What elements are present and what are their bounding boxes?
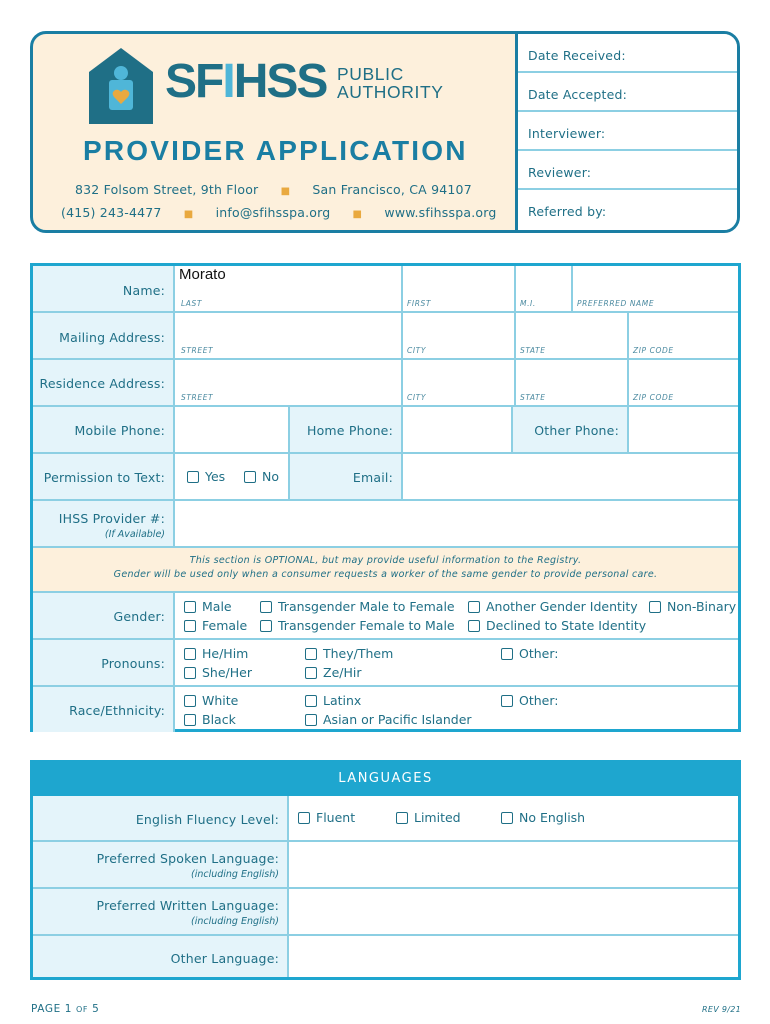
date-received-field[interactable]: Date Received: [518,34,737,73]
city-caption: CITY [407,346,427,355]
gender-label: Gender: [113,609,165,624]
race-black-checkbox[interactable]: Black [184,712,236,727]
residence-street-input[interactable] [175,360,403,405]
text-yes-checkbox[interactable]: Yes [187,469,225,484]
provider-number-row [33,501,738,548]
logo-wordmark: SFIHSS [165,55,327,108]
fluency-row [33,796,738,842]
email-input[interactable] [403,454,738,499]
revision-label: REV 9/21 [702,1005,741,1014]
mailing-address-label: Mailing Address: [59,330,165,345]
separator-icon: ■ [352,209,363,220]
referred-by-field[interactable]: Referred by: [528,204,607,219]
interviewer-field[interactable]: Interviewer: [518,112,737,151]
zip-caption: ZIP CODE [633,393,674,402]
race-latinx-checkbox[interactable]: Latinx [305,693,361,708]
residence-address-row [33,360,738,407]
fluency-limited-checkbox[interactable]: Limited [396,810,461,825]
pronouns-label: Pronouns: [101,656,165,671]
office-use-panel [515,34,737,230]
languages-heading: LANGUAGES [33,763,738,796]
checkbox-icon [501,648,513,660]
written-language-row [33,889,738,936]
other-language-input[interactable] [289,936,738,977]
checkbox-icon [305,667,317,679]
gender-trans-ftm-checkbox[interactable]: Transgender Female to Male [260,618,455,633]
header-card [30,31,740,233]
home-phone-input[interactable] [403,407,516,452]
written-language-input[interactable] [289,889,738,934]
residence-address-label: Residence Address: [39,376,165,391]
checkbox-icon [260,601,272,613]
checkbox-icon [501,695,513,707]
checkbox-icon [649,601,661,613]
mailing-zip-input[interactable] [629,313,738,358]
optional-notice: This section is OPTIONAL, but may provide useful information to the Registry. Gender will be used only when a consumer requests a worker of the same gender to provide personal care. [33,548,738,593]
address-line: 832 Folsom Street, 9th Floor ■ San Francisco, CA 94107 [75,182,472,197]
contact-line: (415) 243-4477 ■ info@sfihsspa.org ■ www.sfihsspa.org [61,205,497,220]
mailing-state-input[interactable] [516,313,629,358]
checkbox-icon [184,620,196,632]
pronouns-row [33,640,738,687]
city-caption: CITY [407,393,427,402]
zip-caption: ZIP CODE [633,346,674,355]
separator-icon: ■ [280,186,291,197]
reviewer-field[interactable]: Reviewer: [518,151,737,190]
text-no-checkbox[interactable]: No [244,469,279,484]
gender-trans-mtf-checkbox[interactable]: Transgender Male to Female [260,599,455,614]
pronoun-she-checkbox[interactable]: She/Her [184,665,252,680]
mi-caption: M.I. [520,299,536,308]
checkbox-icon [244,471,256,483]
gender-another-checkbox[interactable]: Another Gender Identity [468,599,638,614]
sfihss-house-logo-icon [87,46,155,126]
provider-number-hint: (If Available) [104,529,165,540]
phone-row [33,407,738,454]
first-name-input[interactable] [403,266,516,311]
provider-number-input[interactable] [175,501,738,546]
race-row [33,687,738,732]
other-phone-label: Other Phone: [534,423,619,438]
other-phone-input[interactable] [629,407,738,452]
mailing-address-row [33,313,738,360]
page-title: PROVIDER APPLICATION [83,135,468,166]
separator-icon: ■ [183,209,194,220]
last-name-value: Morato [179,266,226,283]
mailing-city-input[interactable] [403,313,516,358]
pronoun-they-checkbox[interactable]: They/Them [305,646,393,661]
street-caption: STREET [181,393,214,402]
email-label: Email: [352,470,393,485]
preferred-name-caption: PREFERRED NAME [577,299,655,308]
gender-declined-checkbox[interactable]: Declined to State Identity [468,618,646,633]
checkbox-icon [184,601,196,613]
checkbox-icon [305,695,317,707]
name-row [33,266,738,313]
checkbox-icon [260,620,272,632]
fluency-no-english-checkbox[interactable]: No English [501,810,585,825]
applicant-info-form [30,263,741,732]
checkbox-icon [184,695,196,707]
fluency-fluent-checkbox[interactable]: Fluent [298,810,355,825]
permission-to-text-label: Permission to Text: [43,470,165,485]
text-email-row [33,454,738,501]
checkbox-icon [501,812,513,824]
checkbox-icon [468,620,480,632]
pronoun-other-checkbox[interactable]: Other: [501,646,558,661]
gender-nonbinary-checkbox[interactable]: Non-Binary [649,599,736,614]
checkbox-icon [184,667,196,679]
residence-zip-input[interactable] [629,360,738,405]
spoken-language-label: Preferred Spoken Language: [96,851,279,866]
written-language-label: Preferred Written Language: [96,898,279,913]
checkbox-icon [305,714,317,726]
first-caption: FIRST [407,299,432,308]
spoken-language-hint: (including English) [190,869,279,880]
spoken-language-input[interactable] [289,842,738,887]
mailing-street-input[interactable] [175,313,403,358]
checkbox-icon [305,648,317,660]
provider-number-label: IHSS Provider #: [58,511,165,526]
page-indicator: PAGE 1 OF 5 [31,1003,100,1015]
spoken-language-row [33,842,738,889]
residence-state-input[interactable] [516,360,629,405]
checkbox-icon [184,714,196,726]
race-label: Race/Ethnicity: [69,703,165,718]
race-asian-pi-checkbox[interactable]: Asian or Pacific Islander [305,712,472,727]
name-label: Name: [122,283,165,298]
state-caption: STATE [520,393,546,402]
pronoun-ze-checkbox[interactable]: Ze/Hir [305,665,361,680]
other-language-row [33,936,738,977]
last-caption: LAST [181,299,203,308]
race-other-checkbox[interactable]: Other: [501,693,558,708]
languages-section [30,760,741,980]
other-language-label: Other Language: [170,951,279,966]
street-caption: STREET [181,346,214,355]
preferred-name-input[interactable] [573,266,738,311]
written-language-hint: (including English) [190,916,279,927]
header-info [33,34,515,230]
home-phone-label: Home Phone: [306,423,393,438]
checkbox-icon [468,601,480,613]
residence-city-input[interactable] [403,360,516,405]
mobile-phone-input[interactable] [175,407,288,452]
gender-female-checkbox[interactable]: Female [184,618,247,633]
gender-row [33,593,738,640]
last-name-input[interactable] [175,266,403,311]
state-caption: STATE [520,346,546,355]
logo-subtitle: PUBLIC AUTHORITY [337,64,444,102]
pronoun-he-checkbox[interactable]: He/Him [184,646,248,661]
date-accepted-field[interactable]: Date Accepted: [518,73,737,112]
checkbox-icon [184,648,196,660]
fluency-label: English Fluency Level: [135,812,279,827]
checkbox-icon [187,471,199,483]
middle-initial-input[interactable] [516,266,573,311]
mobile-phone-label: Mobile Phone: [74,423,165,438]
race-white-checkbox[interactable]: White [184,693,238,708]
checkbox-icon [396,812,408,824]
checkbox-icon [298,812,310,824]
gender-male-checkbox[interactable]: Male [184,599,232,614]
